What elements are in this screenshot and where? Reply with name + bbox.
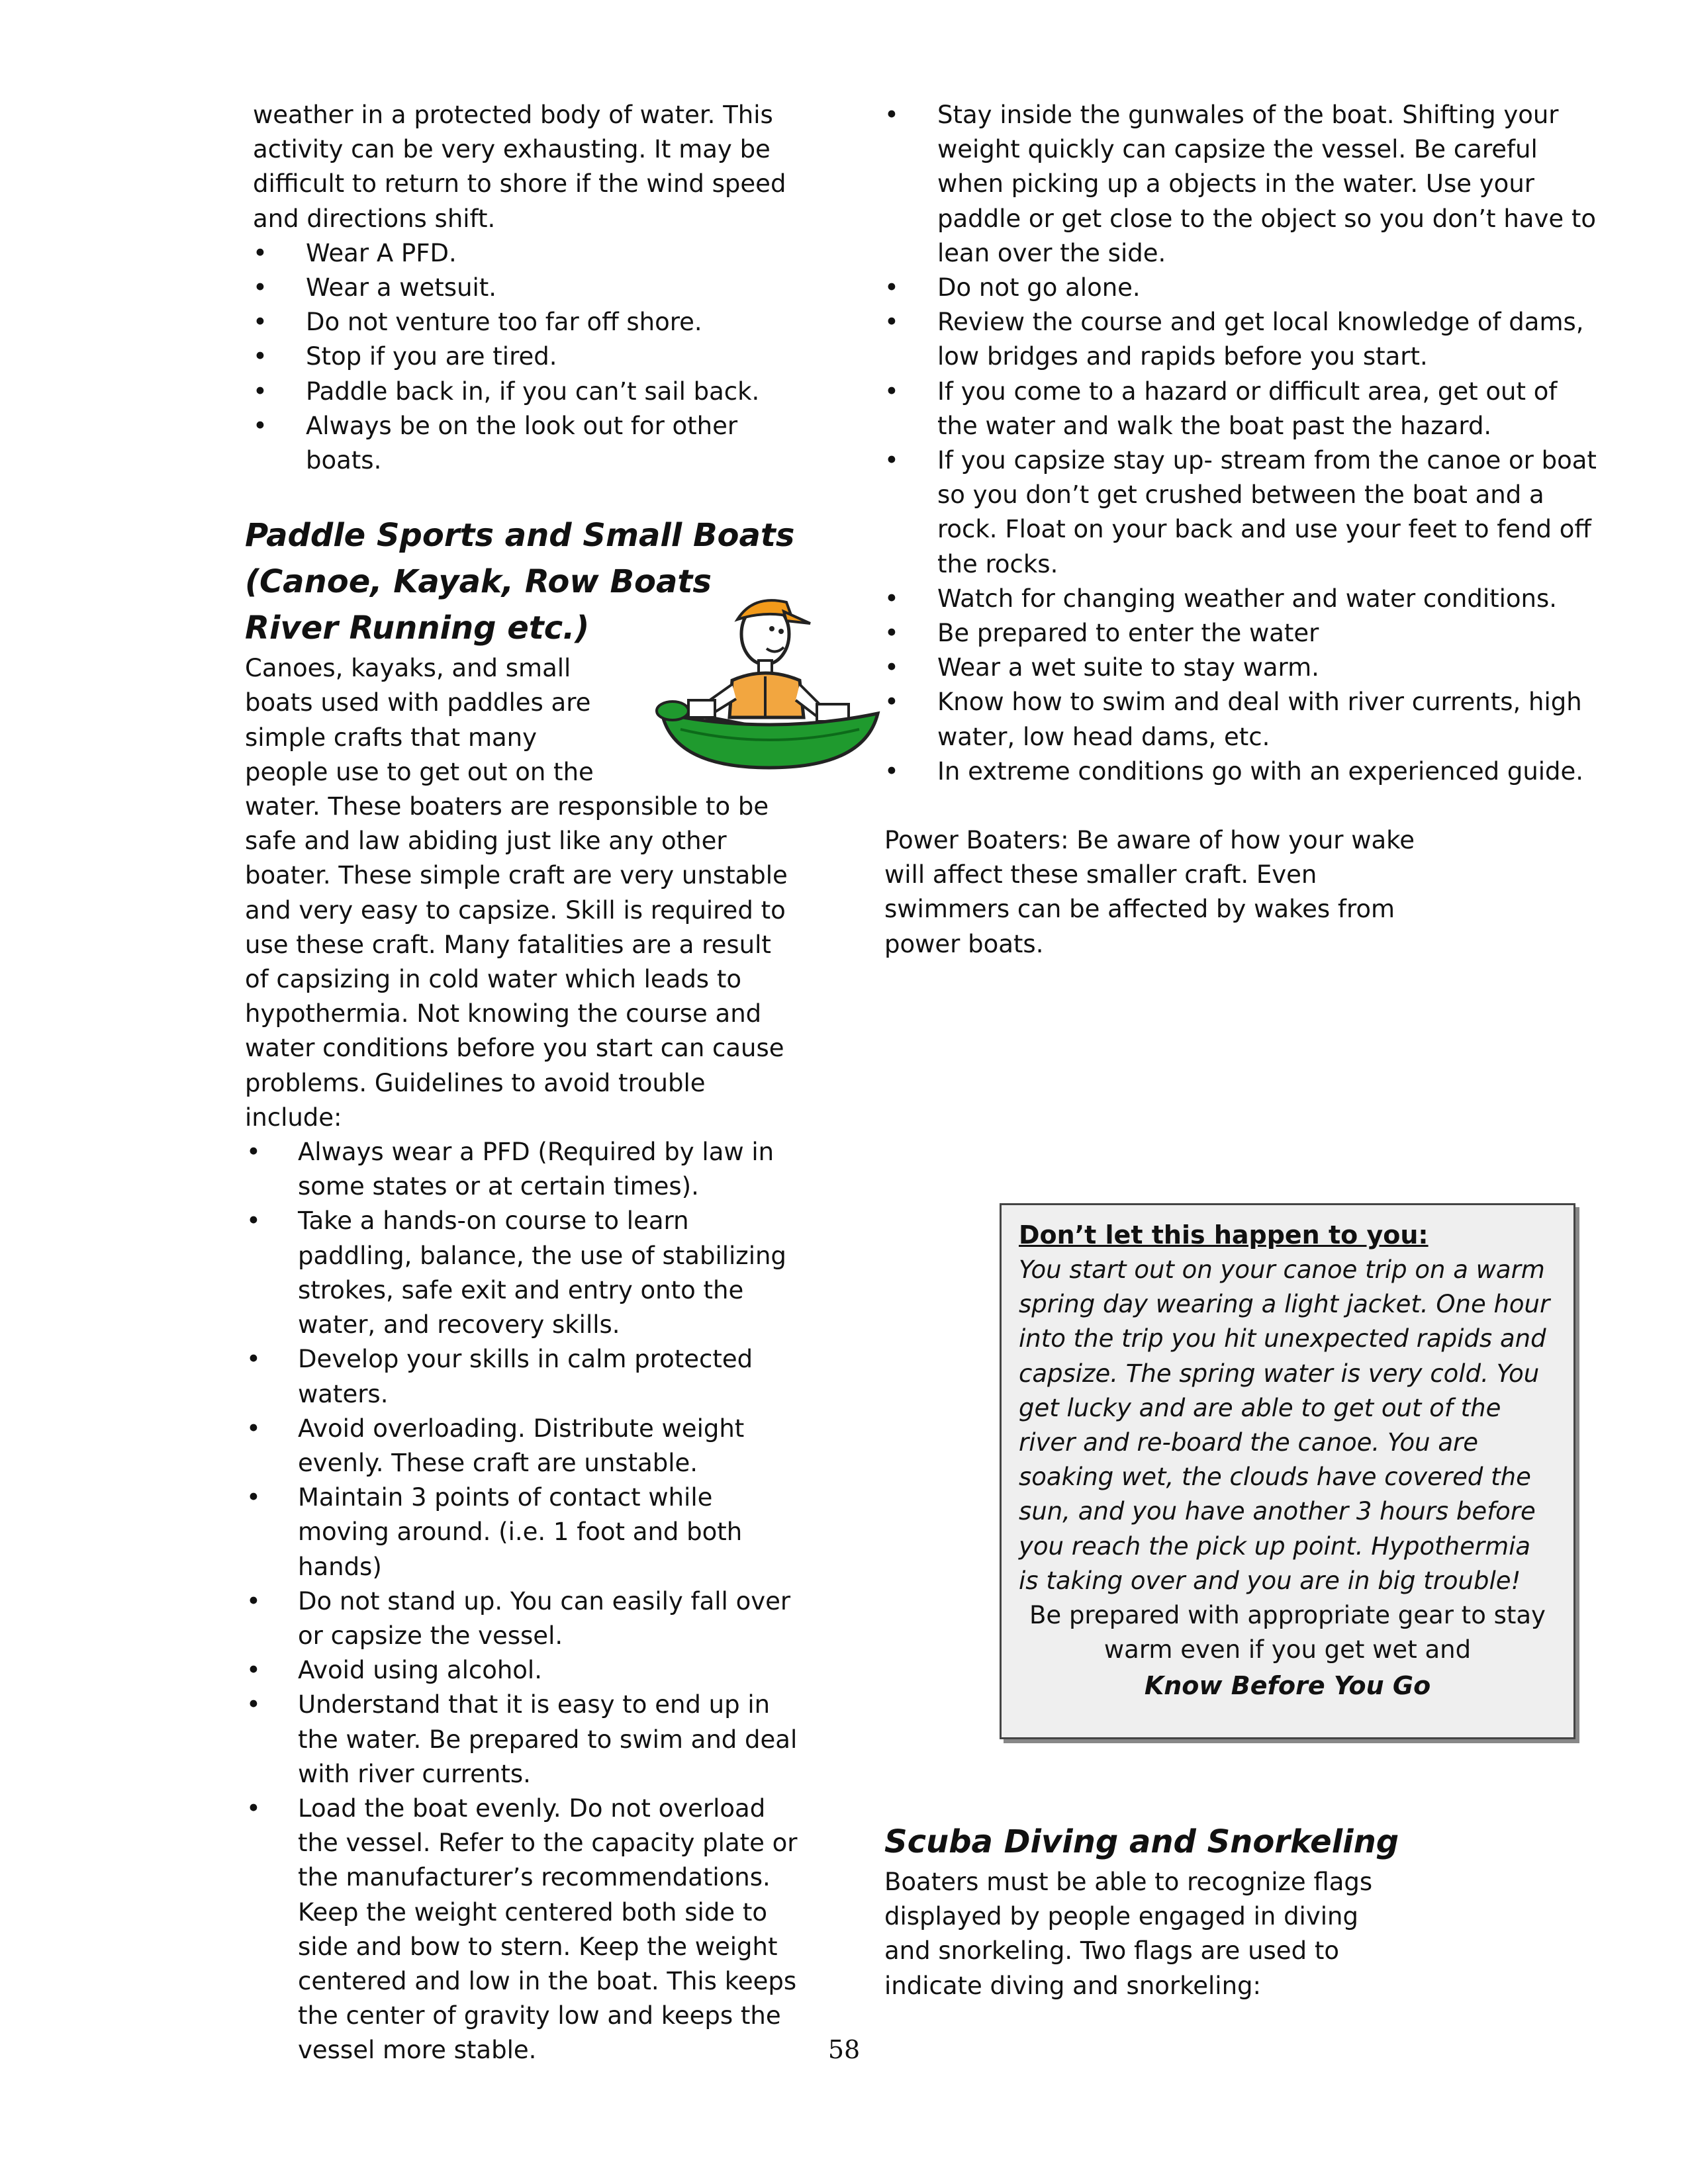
list-item: • Develop your skills in calm protected waters. bbox=[245, 1342, 801, 1411]
canoe-paddler-illustration bbox=[654, 594, 884, 773]
list-item: • Paddle back in, if you can’t sail back. bbox=[245, 375, 801, 409]
callout-story: You start out on your canoe trip on a warm spring day wearing a light jacket. One hour into the trip you hit unexpected rapids and capsize. The spring water is very cold. You get lucky and are able to get out of the river and re-board the canoe. You are soaking wet, the clouds have covered the sun, and you have another 3 hours before you reach the pick up point. Hypothermia is taking over and you are in big trouble! bbox=[1019, 1255, 1550, 1595]
list-item: • Avoid using alcohol. bbox=[245, 1653, 801, 1688]
list-item: • If you come to a hazard or difficult area, get out of the water and walk the boat past the hazard. bbox=[884, 375, 1599, 443]
heading-line: River Running etc.) bbox=[245, 610, 590, 647]
callout-motto: Know Before You Go bbox=[1144, 1671, 1431, 1701]
list-item: • Stay inside the gunwales of the boat. Shifting your weight quickly can capsize the vessel. Be careful when picking up a objects in the water. Use your paddle or get close to the object so you don’t have to lean over the side. bbox=[884, 98, 1599, 271]
hat-brim bbox=[784, 612, 810, 623]
page-number: 58 bbox=[827, 2035, 861, 2064]
paddle-guidelines-continued-list bbox=[884, 98, 1599, 789]
scuba-section bbox=[884, 1819, 1401, 2003]
scuba-body-paragraph: Boaters must be able to recognize flags displayed by people engaged in diving and snorkeling. Two flags are used to indicate diving and snorkeling: bbox=[884, 1868, 1373, 2000]
list-item: • Avoid overloading. Distribute weight evenly. These craft are unstable. bbox=[245, 1412, 801, 1480]
list-item: • Review the course and get local knowledge of dams, low bridges and rapids before you start. bbox=[884, 305, 1599, 374]
list-item: • Wear A PFD. bbox=[245, 236, 801, 271]
list-item: • Stop if you are tired. bbox=[245, 340, 801, 374]
list-item: • Do not go alone. bbox=[884, 271, 1599, 305]
list-item: • In extreme conditions go with an experienced guide. bbox=[884, 754, 1599, 789]
list-item: • Maintain 3 points of contact while moving around. (i.e. 1 foot and both hands) bbox=[245, 1480, 801, 1584]
list-item: • Take a hands-on course to learn paddling, balance, the use of stabilizing strokes, safe exit and entry onto the water, and recovery skills. bbox=[245, 1204, 801, 1342]
list-item: • Always wear a PFD (Required by law in some states or at certain times). bbox=[245, 1135, 801, 1204]
eye bbox=[778, 629, 784, 634]
list-item: • Do not venture too far off shore. bbox=[245, 305, 801, 340]
list-item: • Watch for changing weather and water conditions. bbox=[884, 582, 1599, 616]
list-item: • Load the boat evenly. Do not overload the vessel. Refer to the capacity plate or the manufacturer’s recommendations. Keep the weight centered both side to side and bow to stern. Keep the weight centered and low in the boat. This keeps the center of gravity low and keeps the vessel more stable. bbox=[245, 1792, 801, 2068]
list-item: • If you capsize stay up- stream from the canoe or boat so you don’t get crushed between the boat and a rock. Float on your back and use your feet to fend off the rocks. bbox=[884, 443, 1599, 582]
scuba-heading: Scuba Diving and Snorkeling bbox=[884, 1823, 1399, 1860]
list-item: • Always be on the look out for other boats. bbox=[245, 409, 801, 478]
power-boaters-note: Power Boaters: Be aware of how your wake will affect these smaller craft. Even swimmers can be affected by wakes from power boats. bbox=[884, 826, 1415, 958]
paddle-body-paragraph: Canoes, kayaks, and small boats used with paddles are simple crafts that many people use to get out on the water. These boaters are responsible to be safe and law abiding just like any other boater. These simple craft are very unstable and very easy to capsize. Skill is required to use these craft. Many fatalities are a result of capsizing in cold water which leads to hypothermia. Not knowing the course and water conditions before you start can cause problems. Guidelines to avoid trouble include: bbox=[245, 654, 788, 1132]
intro-paragraph: weather in a protected body of water. This activity can be very exhausting. It may be difficult to return to shore if the wind speed and directions shift. bbox=[253, 101, 786, 233]
intro-bullet-list bbox=[245, 236, 801, 478]
left-column bbox=[245, 98, 801, 2068]
callout-title: Don’t let this happen to you: bbox=[1019, 1220, 1429, 1250]
heading-line: Paddle Sports and Small Boats bbox=[245, 517, 795, 555]
paddle-guidelines-list bbox=[245, 1135, 801, 2068]
hand bbox=[688, 700, 715, 717]
heading-line: (Canoe, Kayak, Row Boats bbox=[245, 563, 712, 601]
list-item: • Understand that it is easy to end up in the water. Be prepared to swim and deal with river currents. bbox=[245, 1688, 801, 1792]
right-column bbox=[884, 98, 1599, 962]
list-item: • Be prepared to enter the water bbox=[884, 616, 1599, 651]
eye bbox=[769, 626, 774, 631]
list-item: • Do not stand up. You can easily fall over or capsize the vessel. bbox=[245, 1584, 801, 1653]
list-item: • Know how to swim and deal with river currents, high water, low head dams, etc. bbox=[884, 685, 1599, 754]
callout-advice: Be prepared with appropriate gear to stay warm even if you get wet and bbox=[1029, 1601, 1546, 1664]
warning-callout-box bbox=[1000, 1203, 1575, 1739]
list-item: • Wear a wet suite to stay warm. bbox=[884, 651, 1599, 685]
paddle-blade bbox=[657, 702, 688, 720]
list-item: • Wear a wetsuit. bbox=[245, 271, 801, 305]
